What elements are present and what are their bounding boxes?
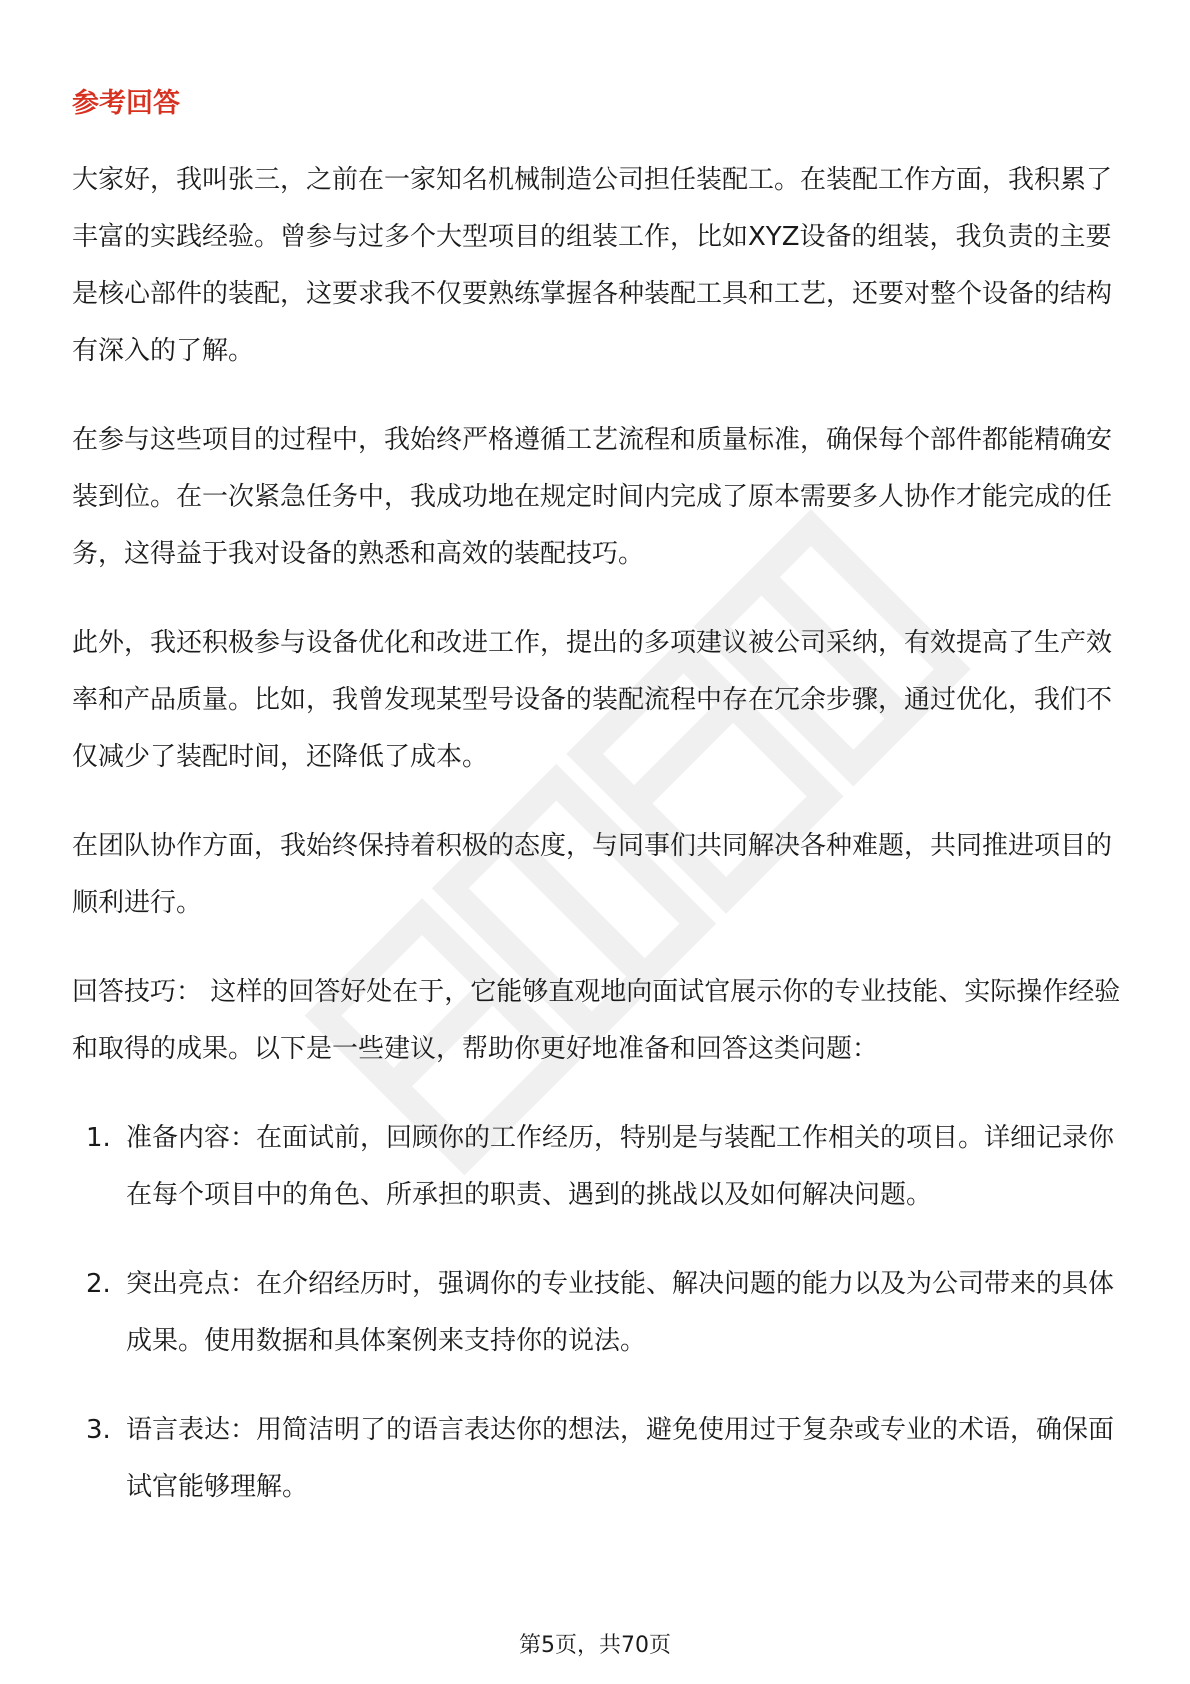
answer-paragraph-3: 此外，我还积极参与设备优化和改进工作，提出的多项建议被公司采纳，有效提高了生产效率和产品质量。比如，我曾发现某型号设备的装配流程中存在冗余步骤，通过优化，我们不仅减少了装配时间，还降低了成本。 — [72, 628, 1113, 772]
tips-list — [72, 1110, 1122, 1516]
list-item — [72, 1402, 1122, 1516]
list-item-number: 3. — [86, 1415, 111, 1445]
answer-paragraph-4: 在团队协作方面，我始终保持着积极的态度，与同事们共同解决各种难题，共同推进项目的顺利进行。 — [72, 831, 1113, 918]
list-item-number: 2. — [86, 1269, 111, 1299]
section-heading: 参考回答 — [72, 88, 180, 119]
document-body — [72, 84, 1122, 1548]
list-item-text: 语言表达：用简洁明了的语言表达你的想法，避免使用过于复杂或专业的术语，确保面试官能够理解。 — [126, 1415, 1115, 1502]
answer-paragraph-1: 大家好，我叫张三，之前在一家知名机械制造公司担任装配工。在装配工作方面，我积累了丰富的实践经验。曾参与过多个大型项目的组装工作，比如XYZ设备的组装，我负责的主要是核心部件的装配，这要求我不仅要熟练掌握各种装配工具和工艺，还要对整个设备的结构有深入的了解。 — [72, 165, 1113, 366]
page-number-footer: 第5页，共70页 — [519, 1633, 671, 1658]
list-item-text: 准备内容：在面试前，回顾你的工作经历，特别是与装配工作相关的项目。详细记录你在每个项目中的角色、所承担的职责、遇到的挑战以及如何解决问题。 — [126, 1123, 1115, 1210]
answer-paragraph-2: 在参与这些项目的过程中，我始终严格遵循工艺流程和质量标准，确保每个部件都能精确安装到位。在一次紧急任务中，我成功地在规定时间内完成了原本需要多人协作才能完成的任务，这得益于我对设备的熟悉和高效的装配技巧。 — [72, 425, 1113, 569]
list-item-text: 突出亮点：在介绍经历时，强调你的专业技能、解决问题的能力以及为公司带来的具体成果。使用数据和具体案例来支持你的说法。 — [126, 1269, 1115, 1356]
list-item-number: 1. — [86, 1123, 111, 1153]
list-item — [72, 1110, 1122, 1224]
tips-intro-paragraph: 回答技巧： 这样的回答好处在于，它能够直观地向面试官展示你的专业技能、实际操作经验和取得的成果。以下是一些建议，帮助你更好地准备和回答这类问题： — [72, 977, 1121, 1064]
list-item — [72, 1256, 1122, 1370]
